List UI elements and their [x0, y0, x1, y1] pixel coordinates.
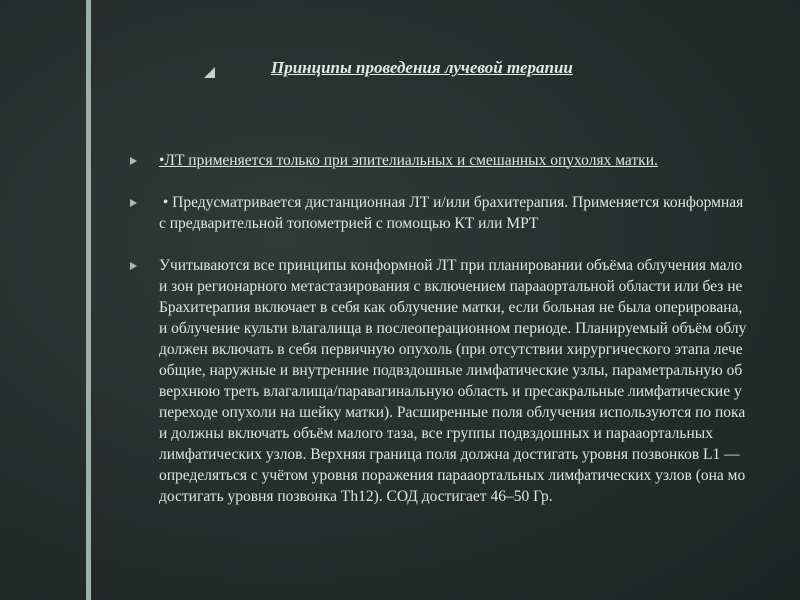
bullet-paragraph-1 [159, 150, 800, 171]
paragraph-line: Брахитерапия включает в себя как облучение матки, если больная не была оперирована, [159, 299, 743, 316]
bullet-arrow-icon [130, 199, 137, 207]
left-accent-bar [86, 0, 91, 600]
bullet-arrow-icon [130, 262, 137, 270]
title-triangle-icon [204, 67, 215, 78]
paragraph-line: • Предусматривается дистанционная ЛТ и/или брахитерапия. Применяется конформная [159, 194, 744, 211]
paragraph-line: определяться с учётом уровня поражения парааортальных лимфатических узлов (она мо [159, 467, 746, 484]
paragraph-line: должен включать в себя первичную опухоль (при отсутствии хирургического этапа лече [159, 341, 743, 358]
paragraph-line: лимфатических узлов. Верхняя граница поля должна достигать уровня позвонков L1 — [159, 446, 740, 463]
paragraph-line: и должны включать объём малого таза, все группы подвздошных и парааортальных [159, 425, 713, 442]
paragraph-line: •ЛТ применяется только при эпителиальных и смешанных опухолях матки. [159, 152, 658, 169]
paragraph-line: достигать уровня позвонка Th12). СОД достигает 46–50 Гр. [159, 488, 553, 505]
bullet-paragraph-3 [159, 255, 800, 507]
paragraph-line: и облучение культи влагалища в послеоперационном периоде. Планируемый объём облу [159, 320, 747, 337]
paragraph-line: Учитываются все принципы конформной ЛТ при планировании объёма облучения мало [159, 257, 743, 274]
bullet-paragraph-2 [159, 192, 800, 234]
paragraph-line: общие, наружные и внутренние подвздошные лимфатические узлы, параметральную об [159, 362, 743, 379]
paragraph-line: с предварительной топометрией с помощью КТ или МРТ [159, 215, 539, 232]
slide-title: Принципы проведения лучевой терапии [271, 58, 573, 77]
paragraph-line: верхнюю треть влагалища/паравагинальную область и пресакральные лимфатические у [159, 383, 742, 400]
paragraph-line: и зон регионарного метастазирования с включением парааортальной области или без не [159, 278, 743, 295]
paragraph-line: переходе опухоли на шейку матки). Расширенные поля облучения используются по пока [159, 404, 746, 421]
bullet-arrow-icon [130, 157, 137, 165]
